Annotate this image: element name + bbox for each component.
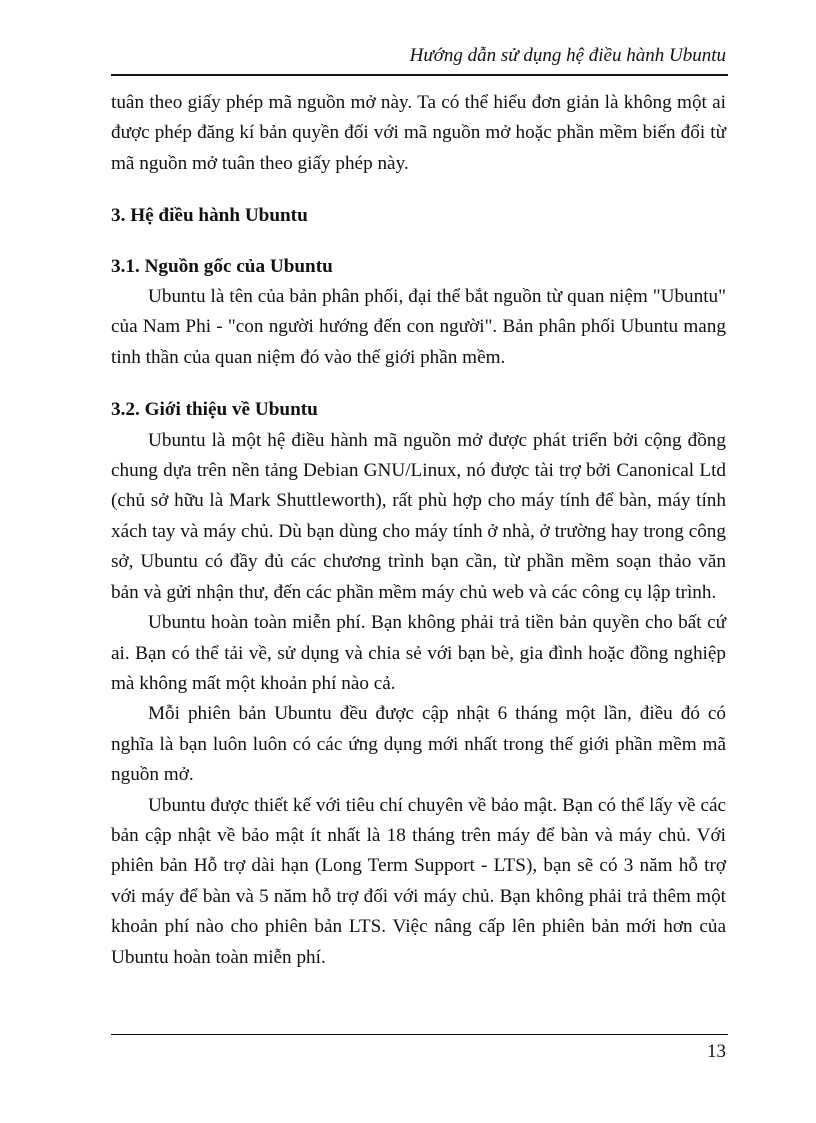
intro-paragraph: tuân theo giấy phép mã nguồn mở này. Ta có thể hiểu đơn giản là không một ai được phép đăng kí bản quyền đối với mã nguồn mở hoặc phần mềm biến đổi từ mã nguồn mở tuân theo giấy phép này. [111,92,726,174]
footer-rule [111,1034,728,1035]
section-3-2-heading: 3.2. Giới thiệu về Ubuntu [111,399,318,421]
section-3-2-paragraph: Mỗi phiên bản Ubuntu đều được cập nhật 6 tháng một lần, điều đó có nghĩa là bạn luôn luôn có các ứng dụng mới nhất trong thế giới phần mềm mã nguồn mở. [111,703,726,786]
page-body [111,88,726,973]
page-number: 13 [707,1041,726,1062]
section-3-1-heading: 3.1. Nguồn gốc của Ubuntu [111,255,333,277]
section-3-2-paragraph: Ubuntu hoàn toàn miễn phí. Bạn không phải trả tiền bản quyền cho bất cứ ai. Bạn có thể tải về, sử dụng và chia sẻ với bạn bè, gia đình hoặc đồng nghiệp mà không mất một khoản phí nào cả. [111,612,726,694]
section-3-heading: 3. Hệ điều hành Ubuntu [111,205,308,227]
running-header: Hướng dẫn sử dụng hệ điều hành Ubuntu [409,45,726,66]
section-3-2-paragraph: Ubuntu được thiết kế với tiêu chí chuyên về bảo mật. Bạn có thể lấy về các bản cập nhật về bảo mật ít nhất là 18 tháng trên máy để bàn và máy chủ. Với phiên bản Hỗ trợ dài hạn (Long Term Support - LTS), bạn sẽ có 3 năm hỗ trợ với máy để bàn và 5 năm hỗ trợ đối với máy chủ. Bạn không phải trả thêm một khoản phí nào cho phiên bản LTS. Việc nâng cấp lên phiên bản mới hơn của Ubuntu hoàn toàn miễn phí. [111,794,726,968]
header-rule [111,74,728,76]
section-3-1-paragraph: Ubuntu là tên của bản phân phối, đại thể bắt nguồn từ quan niệm "Ubuntu" của Nam Phi - "con người hướng đến con người". Bản phân phối Ubuntu mang tinh thần của quan niệm đó vào thế giới phần mềm. [111,286,726,368]
section-3-2-paragraph: Ubuntu là một hệ điều hành mã nguồn mở được phát triển bởi cộng đồng chung dựa trên nền tảng Debian GNU/Linux, nó được tài trợ bởi Canonical Ltd (chủ sở hữu là Mark Shuttleworth), rất phù hợp cho máy tính để bàn, máy tính xách tay và máy chủ. Dù bạn dùng cho máy tính ở nhà, ở trường hay trong công sở, Ubuntu có đầy đủ các chương trình bạn cần, từ phần mềm soạn thảo văn bản và gửi nhận thư, đến các phần mềm máy chủ web và các công cụ lập trình. [111,429,726,603]
